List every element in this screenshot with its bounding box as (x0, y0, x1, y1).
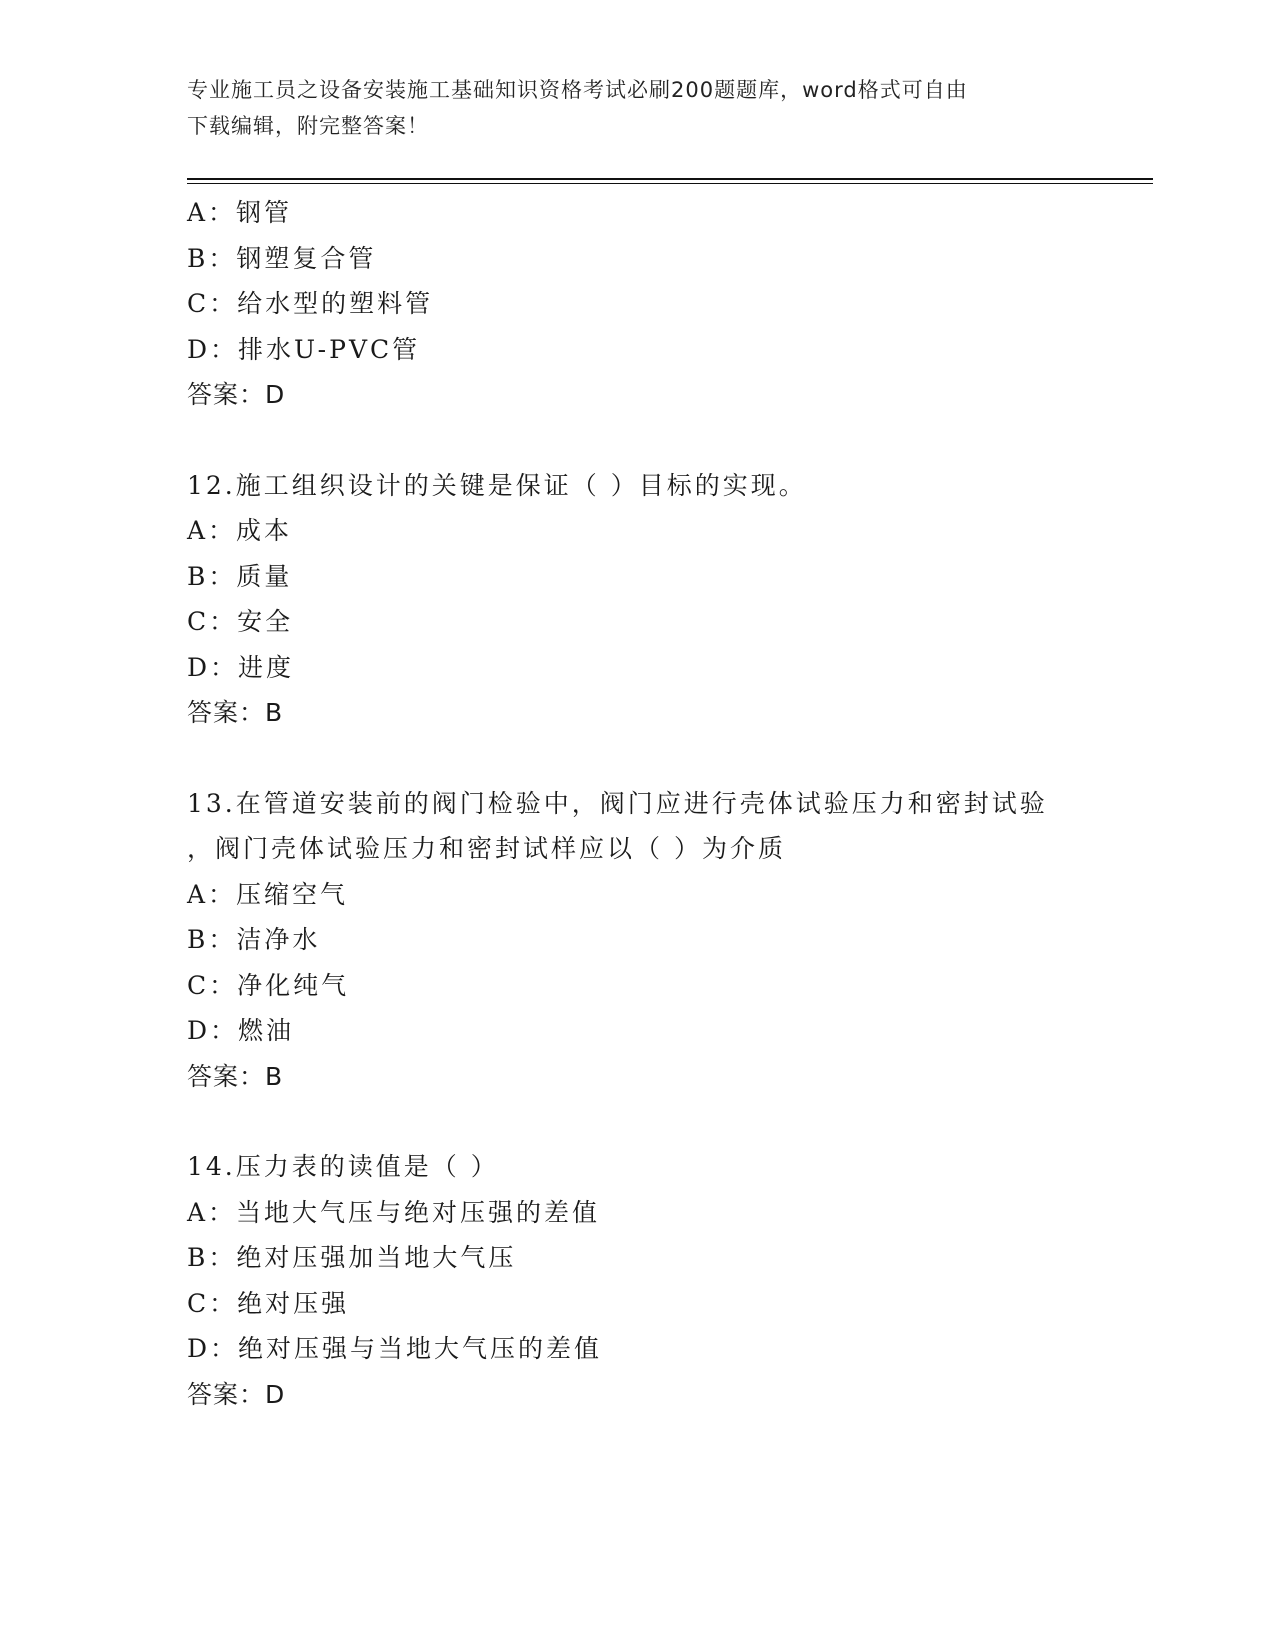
option-a: A：钢管 (187, 198, 293, 227)
question-stem (187, 463, 1087, 509)
answer-line: 答案：B (187, 698, 284, 727)
question-stem-line: 12.施工组织设计的关键是保证（ ）目标的实现。 (187, 470, 807, 500)
question-block-14 (187, 1144, 1087, 1417)
question-stem (187, 781, 1087, 872)
answer-line: 答案：B (187, 1061, 284, 1091)
option-d: D：燃油 (187, 1016, 295, 1045)
spacer (187, 736, 1087, 781)
answer-line: 答案：D (187, 1379, 286, 1409)
option-a: A：压缩空气 (187, 879, 349, 909)
option-b: B：钢塑复合管 (187, 243, 377, 273)
question-block-12 (187, 463, 1087, 736)
spacer (187, 1099, 1087, 1144)
answer-line: 答案：D (187, 380, 286, 409)
option-a: A：成本 (187, 516, 293, 545)
option-b: B：洁净水 (187, 925, 321, 954)
option-d: D：排水U-PVC管 (187, 334, 421, 364)
header-line-2: 下载编辑，附完整答案！ (187, 114, 429, 138)
option-d: D：绝对压强与当地大气压的差值 (187, 1334, 603, 1363)
question-stem-line: 13.在管道安装前的阀门检验中，阀门应进行壳体试验压力和密封试验 (187, 788, 1048, 818)
question-stem-line: 14.压力表的读值是（ ） (187, 1152, 499, 1181)
option-b: B：质量 (187, 561, 293, 591)
header-line-1: 专业施工员之设备安装施工基础知识资格考试必刷200题题库，word格式可自由 (187, 78, 968, 102)
option-c: C：给水型的塑料管 (187, 289, 434, 318)
option-c: C：绝对压强 (187, 1288, 350, 1318)
option-a: A：当地大气压与绝对压强的差值 (187, 1197, 601, 1227)
header-divider-thin (187, 183, 1153, 184)
header-divider-thick (187, 178, 1153, 180)
option-c: C：净化纯气 (187, 970, 350, 1000)
document-header (187, 72, 1067, 144)
question-stem (187, 1144, 1087, 1190)
question-block-13 (187, 781, 1087, 1100)
question-list (187, 190, 1087, 1417)
option-b: B：绝对压强加当地大气压 (187, 1243, 517, 1272)
option-c: C：安全 (187, 607, 294, 636)
question-stem-line: ，阀门壳体试验压力和密封试样应以（ ）为介质 (187, 834, 786, 863)
spacer (187, 418, 1087, 463)
option-d: D：进度 (187, 652, 295, 682)
question-block-partial (187, 190, 1087, 418)
